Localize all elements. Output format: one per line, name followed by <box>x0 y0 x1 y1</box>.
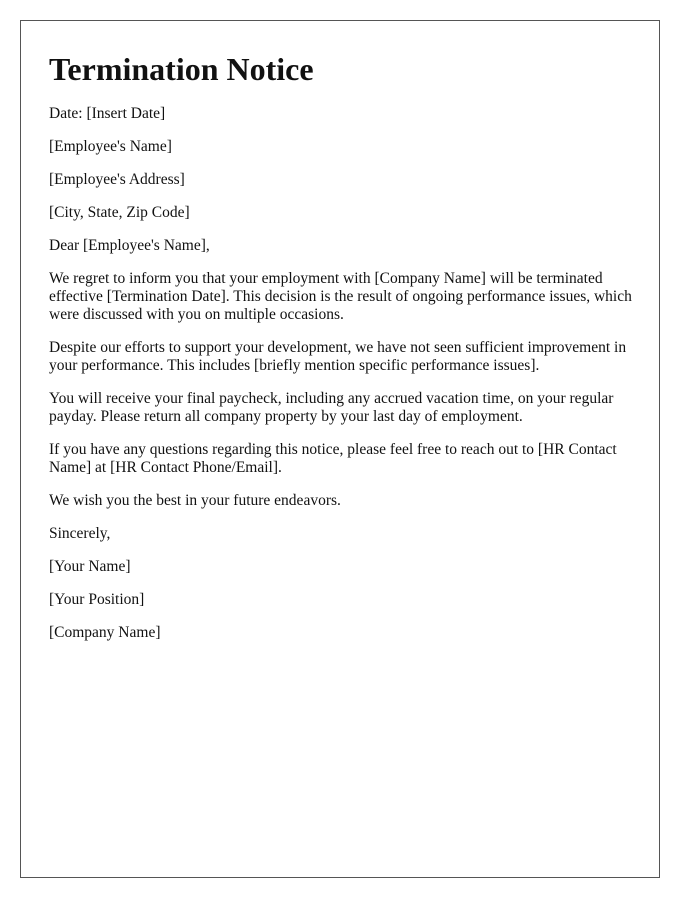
body-paragraph: If you have any questions regarding this notice, please feel free to reach out to [HR Contact Name] at [HR Contact Phone/Email]. <box>49 441 617 476</box>
body-paragraph: You will receive your final paycheck, including any accrued vacation time, on your regular payday. Please return all company property by your last day of employment. <box>49 390 614 425</box>
employee-address: [Employee's Address] <box>49 171 185 188</box>
closing: Sincerely, <box>49 525 111 542</box>
body-paragraph: Despite our efforts to support your development, we have not seen sufficient improvement in your performance. This includes [briefly mention specific performance issues]. <box>49 339 627 374</box>
letter-page <box>20 20 660 878</box>
date-line: Date: [Insert Date] <box>49 105 166 122</box>
company-name: [Company Name] <box>49 624 161 641</box>
letter-title: Termination Notice <box>49 51 314 87</box>
body-paragraph: We wish you the best in your future endeavors. <box>49 492 341 509</box>
sender-name: [Your Name] <box>49 558 131 575</box>
city-state-zip: [City, State, Zip Code] <box>49 204 190 221</box>
body-paragraph: We regret to inform you that your employment with [Company Name] will be terminated effective [Termination Date]. This decision is the result of ongoing performance issues, which were discussed with you on multiple occasions. <box>49 270 632 323</box>
salutation: Dear [Employee's Name], <box>49 237 210 254</box>
employee-name: [Employee's Name] <box>49 138 172 155</box>
sender-position: [Your Position] <box>49 591 145 608</box>
letter-content <box>49 49 639 657</box>
